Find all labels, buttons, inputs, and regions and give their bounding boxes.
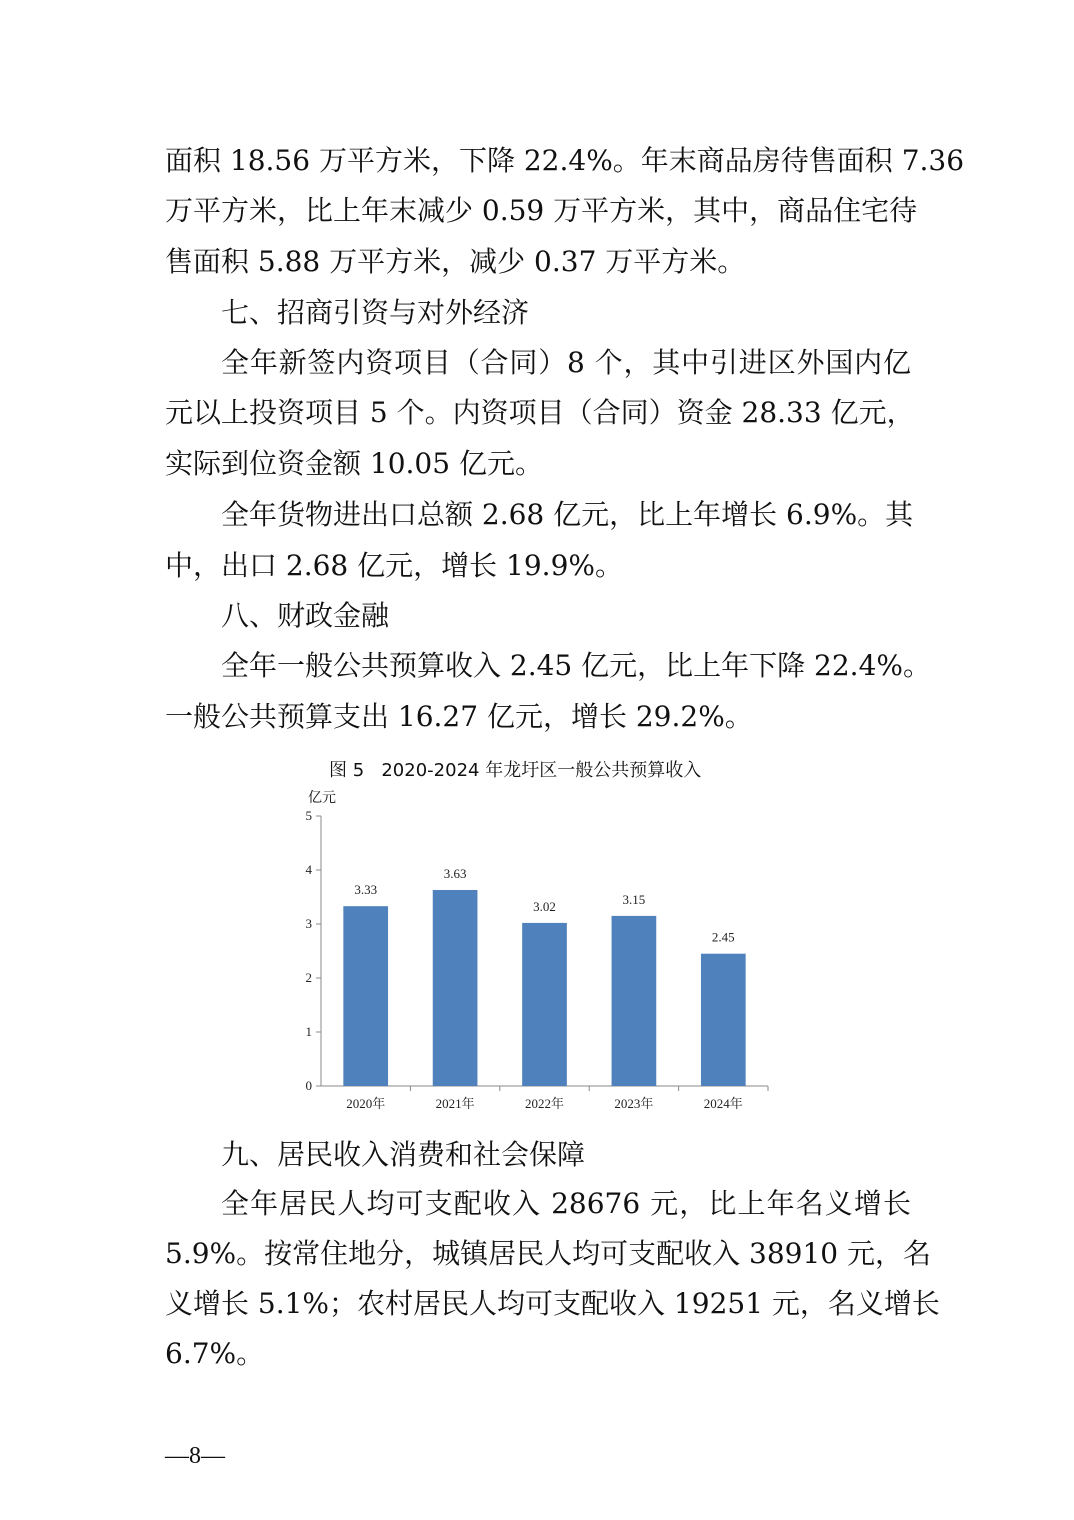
x-tick-label: 2024年: [703, 1096, 743, 1111]
x-tick-label: 2023年: [614, 1096, 654, 1111]
paragraph-line: 6.7%。: [165, 1337, 265, 1370]
y-tick-label: 0: [305, 1078, 312, 1093]
paragraph-line: 面积 18.56 万平方米，下降 22.4%。年末商品房待售面积 7.36: [165, 144, 965, 177]
y-tick-label: 3: [305, 916, 312, 931]
y-tick-label: 5: [305, 808, 312, 823]
page-number: —8—: [165, 1443, 225, 1469]
figure-number: 图 5: [329, 760, 365, 781]
y-tick-label: 1: [305, 1024, 312, 1039]
data-label: 2.45: [711, 929, 735, 945]
bar-2024年: [701, 954, 746, 1086]
bar-2021年: [433, 890, 478, 1086]
paragraph-line: 售面积 5.88 万平方米，减少 0.37 万平方米。: [165, 245, 746, 278]
data-label: 3.15: [622, 891, 646, 907]
data-label: 3.33: [354, 882, 378, 898]
paragraph-line: 实际到位资金额 10.05 亿元。: [165, 447, 543, 480]
paragraph-line: 义增长 5.1%；农村居民人均可支配收入 19251 元，名义增长: [165, 1287, 940, 1320]
data-label: 3.63: [443, 865, 467, 881]
y-axis-unit: 亿元: [308, 790, 336, 806]
paragraph-line: 5.9%。按常住地分，城镇居民人均可支配收入 38910 元，名: [165, 1237, 932, 1270]
paragraph-line: 全年货物进出口总额 2.68 亿元，比上年增长 6.9%。其: [221, 498, 914, 531]
section-heading-9: 九、居民收入消费和社会保障: [221, 1138, 586, 1171]
figure-caption: 2020-2024 年龙圩区一般公共预算收入: [381, 760, 702, 781]
chart-title: [329, 759, 701, 783]
bar-2022年: [522, 923, 567, 1086]
bar-2020年: [343, 906, 388, 1086]
x-tick-label: 2022年: [524, 1096, 565, 1111]
paragraph-line: 万平方米，比上年末减少 0.59 万平方米，其中，商品住宅待: [165, 194, 918, 227]
paragraph-line: 全年一般公共预算收入 2.45 亿元，比上年下降 22.4%。: [221, 649, 931, 682]
paragraph-line: 元以上投资项目 5 个。内资项目（合同）资金 28.33 亿元，: [165, 396, 915, 429]
paragraph-line: 全年居民人均可支配收入 28676 元，比上年名义增长: [221, 1187, 911, 1220]
paragraph-line: 中，出口 2.68 亿元，增长 19.9%。: [165, 549, 623, 582]
paragraph-line: 一般公共预算支出 16.27 亿元，增长 29.2%。: [165, 700, 753, 733]
data-label: 3.02: [533, 898, 556, 914]
bar-chart: [290, 785, 780, 1115]
paragraph-line: 全年新签内资项目（合同）8 个，其中引进区外国内亿: [221, 346, 911, 379]
bar-2023年: [612, 916, 657, 1086]
section-heading-7: 七、招商引资与对外经济: [221, 296, 530, 329]
x-tick-label: 2021年: [435, 1096, 475, 1111]
section-heading-8: 八、财政金融: [221, 599, 390, 632]
x-tick-label: 2020年: [346, 1096, 386, 1111]
y-tick-label: 4: [305, 862, 312, 877]
y-tick-label: 2: [305, 970, 312, 985]
